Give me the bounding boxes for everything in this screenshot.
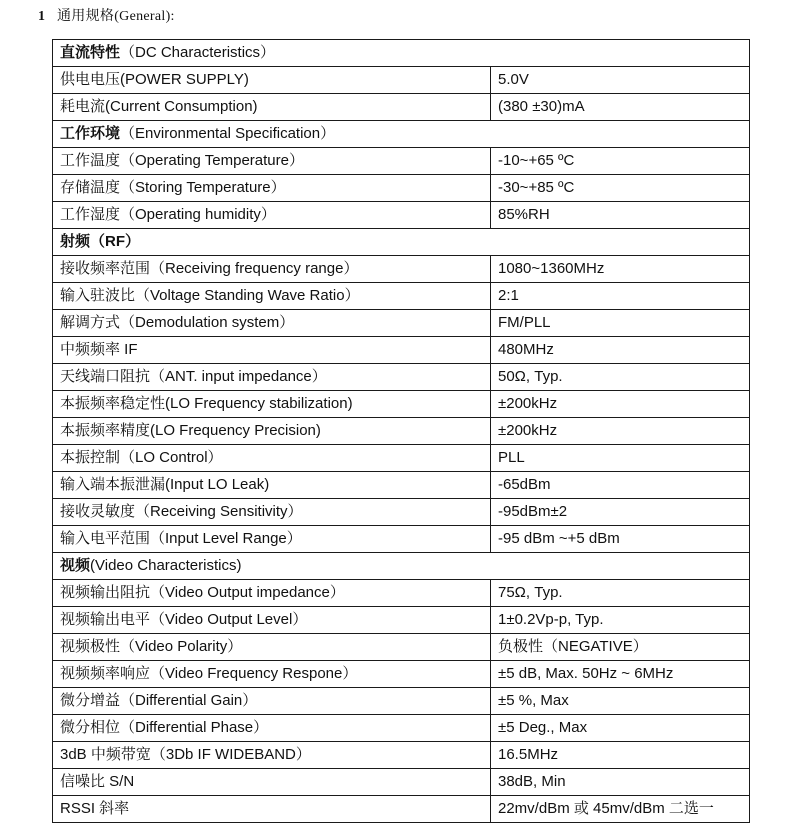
table-row xyxy=(53,364,750,391)
param-label: 视频频率响应（Video Frequency Respone） xyxy=(53,661,491,688)
group-title-bold: 直流特性 xyxy=(60,44,121,61)
param-label: 工作湿度（Operating humidity） xyxy=(53,202,491,229)
param-label: 输入端本振泄漏(Input LO Leak) xyxy=(53,472,491,499)
param-value: 50Ω, Typ. xyxy=(491,364,750,391)
param-value: 85%RH xyxy=(491,202,750,229)
param-label: 工作温度（Operating Temperature） xyxy=(53,148,491,175)
param-label: RSSI 斜率 xyxy=(53,796,491,823)
param-value: PLL xyxy=(491,445,750,472)
section-title: 通用规格(General): xyxy=(57,9,175,24)
param-value: -30~+85 ºC xyxy=(491,175,750,202)
param-label: 输入电平范围（Input Level Range） xyxy=(53,526,491,553)
table-row xyxy=(53,688,750,715)
param-label: 存储温度（Storing Temperature） xyxy=(53,175,491,202)
param-value: 5.0V xyxy=(491,67,750,94)
group-header xyxy=(53,553,750,580)
param-label: 耗电流(Current Consumption) xyxy=(53,94,491,121)
table-row xyxy=(53,472,750,499)
spec-table xyxy=(52,39,750,823)
group-header xyxy=(53,229,750,256)
group-title-rest: （Environmental Specification） xyxy=(120,125,336,142)
group-header xyxy=(53,40,750,67)
param-value: 1±0.2Vp-p, Typ. xyxy=(491,607,750,634)
param-label: 本振频率精度(LO Frequency Precision) xyxy=(53,418,491,445)
table-row xyxy=(53,634,750,661)
param-value: ±5 Deg., Max xyxy=(491,715,750,742)
param-value: ±5 %, Max xyxy=(491,688,750,715)
param-value: -95dBm±2 xyxy=(491,499,750,526)
table-row xyxy=(53,391,750,418)
group-title-bold: 射频（RF） xyxy=(60,233,140,250)
table-row xyxy=(53,499,750,526)
spec-table-body xyxy=(53,40,750,823)
param-label: 信噪比 S/N xyxy=(53,769,491,796)
group-row xyxy=(53,121,750,148)
group-title-rest: （DC Characteristics） xyxy=(120,44,276,61)
param-value: 负极性（NEGATIVE） xyxy=(491,634,750,661)
table-row xyxy=(53,445,750,472)
table-row xyxy=(53,526,750,553)
table-row xyxy=(53,94,750,121)
param-label: 天线端口阻抗（ANT. input impedance） xyxy=(53,364,491,391)
param-value: 22mv/dBm 或 45mv/dBm 二选一 xyxy=(491,796,750,823)
group-row xyxy=(53,40,750,67)
table-row xyxy=(53,202,750,229)
param-value: 75Ω, Typ. xyxy=(491,580,750,607)
section-heading xyxy=(38,6,175,28)
table-row xyxy=(53,67,750,94)
param-value: 38dB, Min xyxy=(491,769,750,796)
table-row xyxy=(53,661,750,688)
param-label: 微分增益（Differential Gain） xyxy=(53,688,491,715)
param-value: FM/PLL xyxy=(491,310,750,337)
param-label: 本振频率稳定性(LO Frequency stabilization) xyxy=(53,391,491,418)
table-row xyxy=(53,769,750,796)
param-value: 2:1 xyxy=(491,283,750,310)
param-value: 1080~1360MHz xyxy=(491,256,750,283)
table-row xyxy=(53,580,750,607)
param-label: 解调方式（Demodulation system） xyxy=(53,310,491,337)
table-row xyxy=(53,283,750,310)
param-label: 微分相位（Differential Phase） xyxy=(53,715,491,742)
param-value: -10~+65 ºC xyxy=(491,148,750,175)
param-value: ±5 dB, Max. 50Hz ~ 6MHz xyxy=(491,661,750,688)
param-value: ±200kHz xyxy=(491,418,750,445)
group-row xyxy=(53,229,750,256)
table-row xyxy=(53,256,750,283)
param-value: ±200kHz xyxy=(491,391,750,418)
param-value: (380 ±30)mA xyxy=(491,94,750,121)
table-row xyxy=(53,742,750,769)
param-label: 供电电压(POWER SUPPLY) xyxy=(53,67,491,94)
param-value: 16.5MHz xyxy=(491,742,750,769)
table-row xyxy=(53,148,750,175)
table-row xyxy=(53,418,750,445)
param-label: 视频输出电平（Video Output Level） xyxy=(53,607,491,634)
group-title-bold: 视频 xyxy=(60,557,91,574)
param-label: 视频极性（Video Polarity） xyxy=(53,634,491,661)
group-title-rest: (Video Characteristics) xyxy=(90,557,242,574)
table-row xyxy=(53,310,750,337)
group-header xyxy=(53,121,750,148)
table-row xyxy=(53,337,750,364)
table-row xyxy=(53,607,750,634)
group-row xyxy=(53,553,750,580)
param-value: 480MHz xyxy=(491,337,750,364)
group-title-bold: 工作环境 xyxy=(60,125,121,142)
param-label: 接收灵敏度（Receiving Sensitivity） xyxy=(53,499,491,526)
section-number: 1 xyxy=(38,9,45,24)
param-value: -65dBm xyxy=(491,472,750,499)
param-label: 输入驻波比（Voltage Standing Wave Ratio） xyxy=(53,283,491,310)
table-row xyxy=(53,715,750,742)
table-row xyxy=(53,175,750,202)
param-label: 本振控制（LO Control） xyxy=(53,445,491,472)
param-label: 中频频率 IF xyxy=(53,337,491,364)
param-label: 视频输出阻抗（Video Output impedance） xyxy=(53,580,491,607)
param-value: -95 dBm ~+5 dBm xyxy=(491,526,750,553)
param-label: 3dB 中频带宽（3Db IF WIDEBAND） xyxy=(53,742,491,769)
param-label: 接收频率范围（Receiving frequency range） xyxy=(53,256,491,283)
